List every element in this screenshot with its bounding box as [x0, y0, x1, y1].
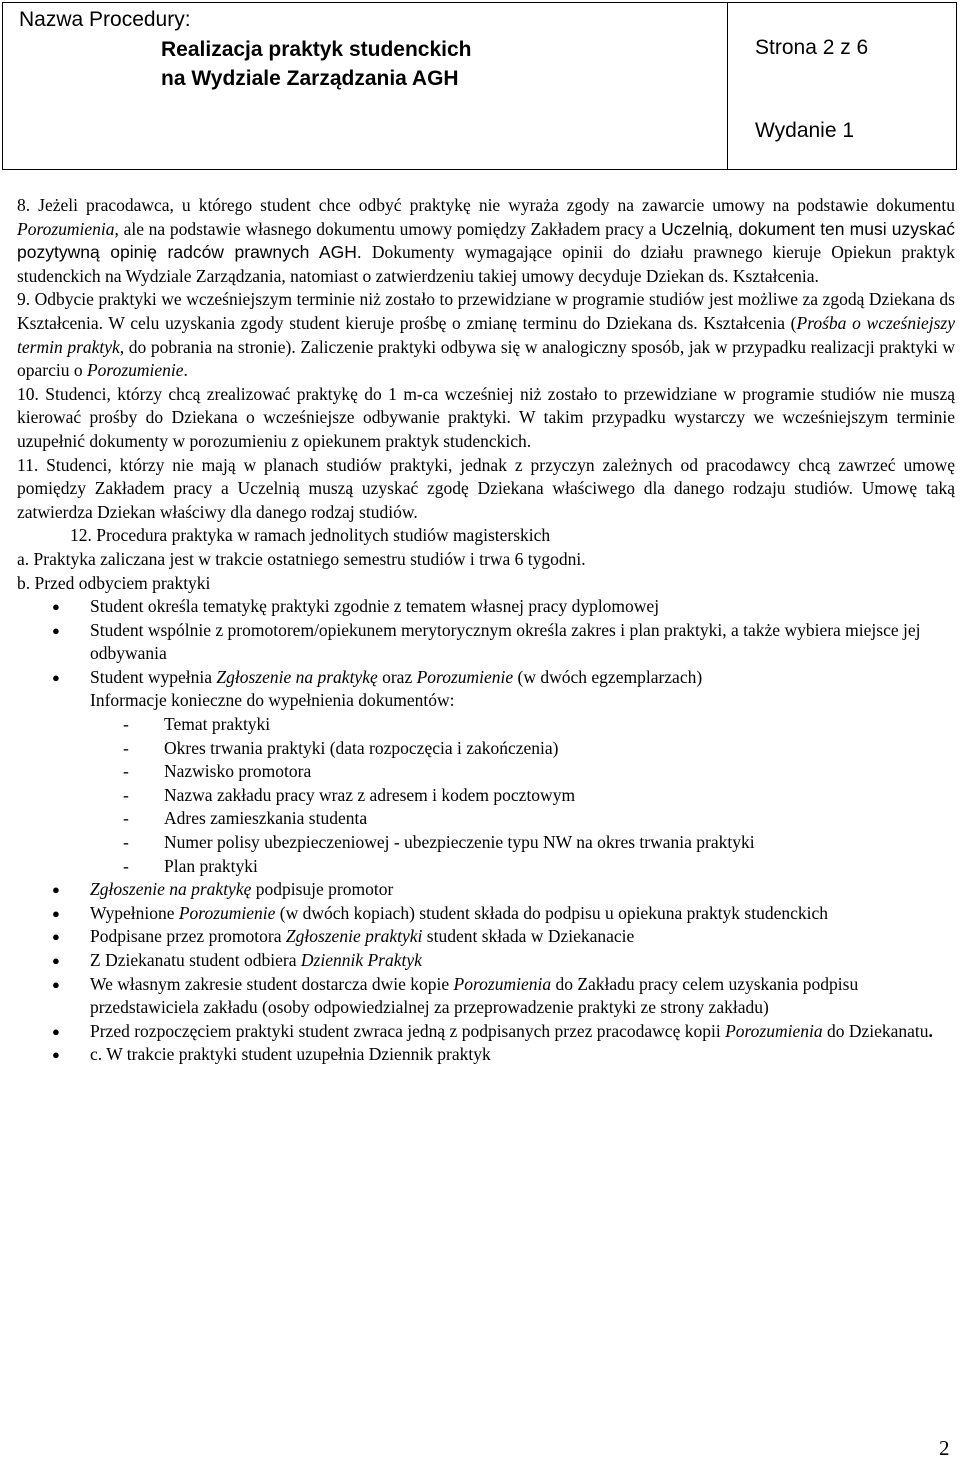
- procedure-title-line-2: na Wydziale Zarządzania AGH: [161, 67, 459, 90]
- procedure-title-line-1: Realizacja praktyk studenckich: [161, 38, 472, 61]
- procedure-header: [2, 2, 957, 170]
- edition-label: Wydanie 1: [755, 119, 855, 142]
- list-item: - Plan praktyki: [17, 855, 955, 879]
- list-item: ● Zgłoszenie na praktykę podpisuje promotor: [17, 878, 955, 902]
- list-item: ● Wypełnione Porozumienie (w dwóch kopiach) student składa do podpisu u opiekuna praktyk studenckich: [17, 902, 955, 926]
- list-item: - Nazwa zakładu pracy wraz z adresem i kodem pocztowym: [17, 784, 955, 808]
- section-9: 9. Odbycie praktyki we wcześniejszym terminie niż zostało to przewidziane w programie studiów jest możliwe za zgodą Dziekana ds Kształcenia. W celu uzyskania zgody student kieruje prośbę o zmianę terminu do Dziekana ds. Kształcenia (Prośba o wcześniejszy termin praktyk, do pobrania na stronie). Zaliczenie praktyki odbywa się w analogiczny sposób, jak w przypadku realizacji praktyki w oparciu o Porozumienie.: [17, 289, 955, 381]
- list-item: ● Student wspólnie z promotorem/opiekunem merytorycznym określa zakres i plan praktyki, a także wybiera miejsce jej odbywania: [17, 619, 955, 666]
- section-12-b: b. Przed odbyciem praktyki: [17, 572, 211, 593]
- list-item: - Okres trwania praktyki (data rozpoczęcia i zakończenia): [17, 737, 955, 761]
- procedure-bullet-list: [17, 595, 955, 713]
- section-10: 10. Studenci, którzy chcą zrealizować praktykę do 1 m-ca wcześniej niż zostało to przewidziane w programie studiów nie muszą kierować prośby do Dziekana o wcześniejsze odbywanie praktyki. W takim przypadku wystarczy we wcześniejszym terminie uzupełnić dokumenty w porozumieniu z opiekunem praktyk studenckich.: [17, 383, 955, 451]
- section-12-a: a. Praktyka zaliczana jest w trakcie ostatniego semestru studiów i trwa 6 tygodni.: [17, 548, 586, 569]
- section-11: 11. Studenci, którzy nie mają w planach studiów praktyki, jednak z przyczyn zależnych od pracodawcy chcą zawrzeć umowę pomiędzy Zakładem pracy a Uczelnią muszą uzyskać zgodę Dziekana właściwego dla danego rodzaju studiów. Umowę taką zatwierdza Dziekan właściwy dla danego rodzaj studiów.: [17, 454, 955, 522]
- header-divider: [727, 3, 728, 169]
- procedure-title: [161, 35, 471, 93]
- document-body: [17, 194, 955, 1067]
- section-12-heading: 12. Procedura praktyka w ramach jednolitych studiów magisterskich: [70, 525, 551, 546]
- procedure-bullet-list-continued: [17, 878, 955, 1067]
- list-item: ● Przed rozpoczęciem praktyki student zwraca jedną z podpisanych przez pracodawcę kopii Porozumienia do Dziekanatu.: [17, 1020, 955, 1044]
- list-item: ● Podpisane przez promotora Zgłoszenie praktyki student składa w Dziekanacie: [17, 925, 955, 949]
- list-item: ● c. W trakcie praktyki student uzupełnia Dziennik praktyk: [17, 1043, 955, 1067]
- list-item: ● Student określa tematykę praktyki zgodnie z tematem własnej pracy dyplomowej: [17, 595, 955, 619]
- list-item: - Numer polisy ubezpieczeniowej - ubezpieczenie typu NW na okres trwania praktyki: [17, 831, 955, 855]
- procedure-label: Nazwa Procedury:: [19, 8, 191, 31]
- section-8: 8. Jeżeli pracodawca, u którego student chce odbyć praktykę nie wyraża zgody na zawarcie umowy na podstawie dokumentu Porozumienia, ale na podstawie własnego dokumentu umowy pomiędzy Zakładem pracy a Uczelnią, dokument ten musi uzyskać pozytywną opinię radców prawnych AGH. Dokumenty wymagające opinii do działu prawnego kieruje Opiekun praktyk studenckich na Wydziale Zarządzania, natomiast o zatwierdzeniu takiej umowy decyduje Dziekan ds. Kształcenia.: [17, 195, 956, 286]
- required-info-list: [17, 713, 955, 878]
- list-item: ● Student wypełnia Zgłoszenie na praktykę oraz Porozumienie (w dwóch egzemplarzach) Informacje konieczne do wypełnienia dokumentów:: [17, 666, 955, 713]
- list-item: - Nazwisko promotora: [17, 760, 955, 784]
- list-item: ● We własnym zakresie student dostarcza dwie kopie Porozumienia do Zakładu pracy celem uzyskania podpisu przedstawiciela zakładu (osoby odpowiedzialnej za przeprowadzenie praktyki ze strony zakładu): [17, 973, 955, 1020]
- list-item: - Adres zamieszkania studenta: [17, 807, 955, 831]
- page-indicator: Strona 2 z 6: [755, 36, 869, 59]
- page-number: 2: [939, 1436, 950, 1460]
- list-item: - Temat praktyki: [17, 713, 955, 737]
- list-item: ● Z Dziekanatu student odbiera Dziennik Praktyk: [17, 949, 955, 973]
- required-info-label: Informacje konieczne do wypełnienia dokumentów:: [90, 690, 455, 711]
